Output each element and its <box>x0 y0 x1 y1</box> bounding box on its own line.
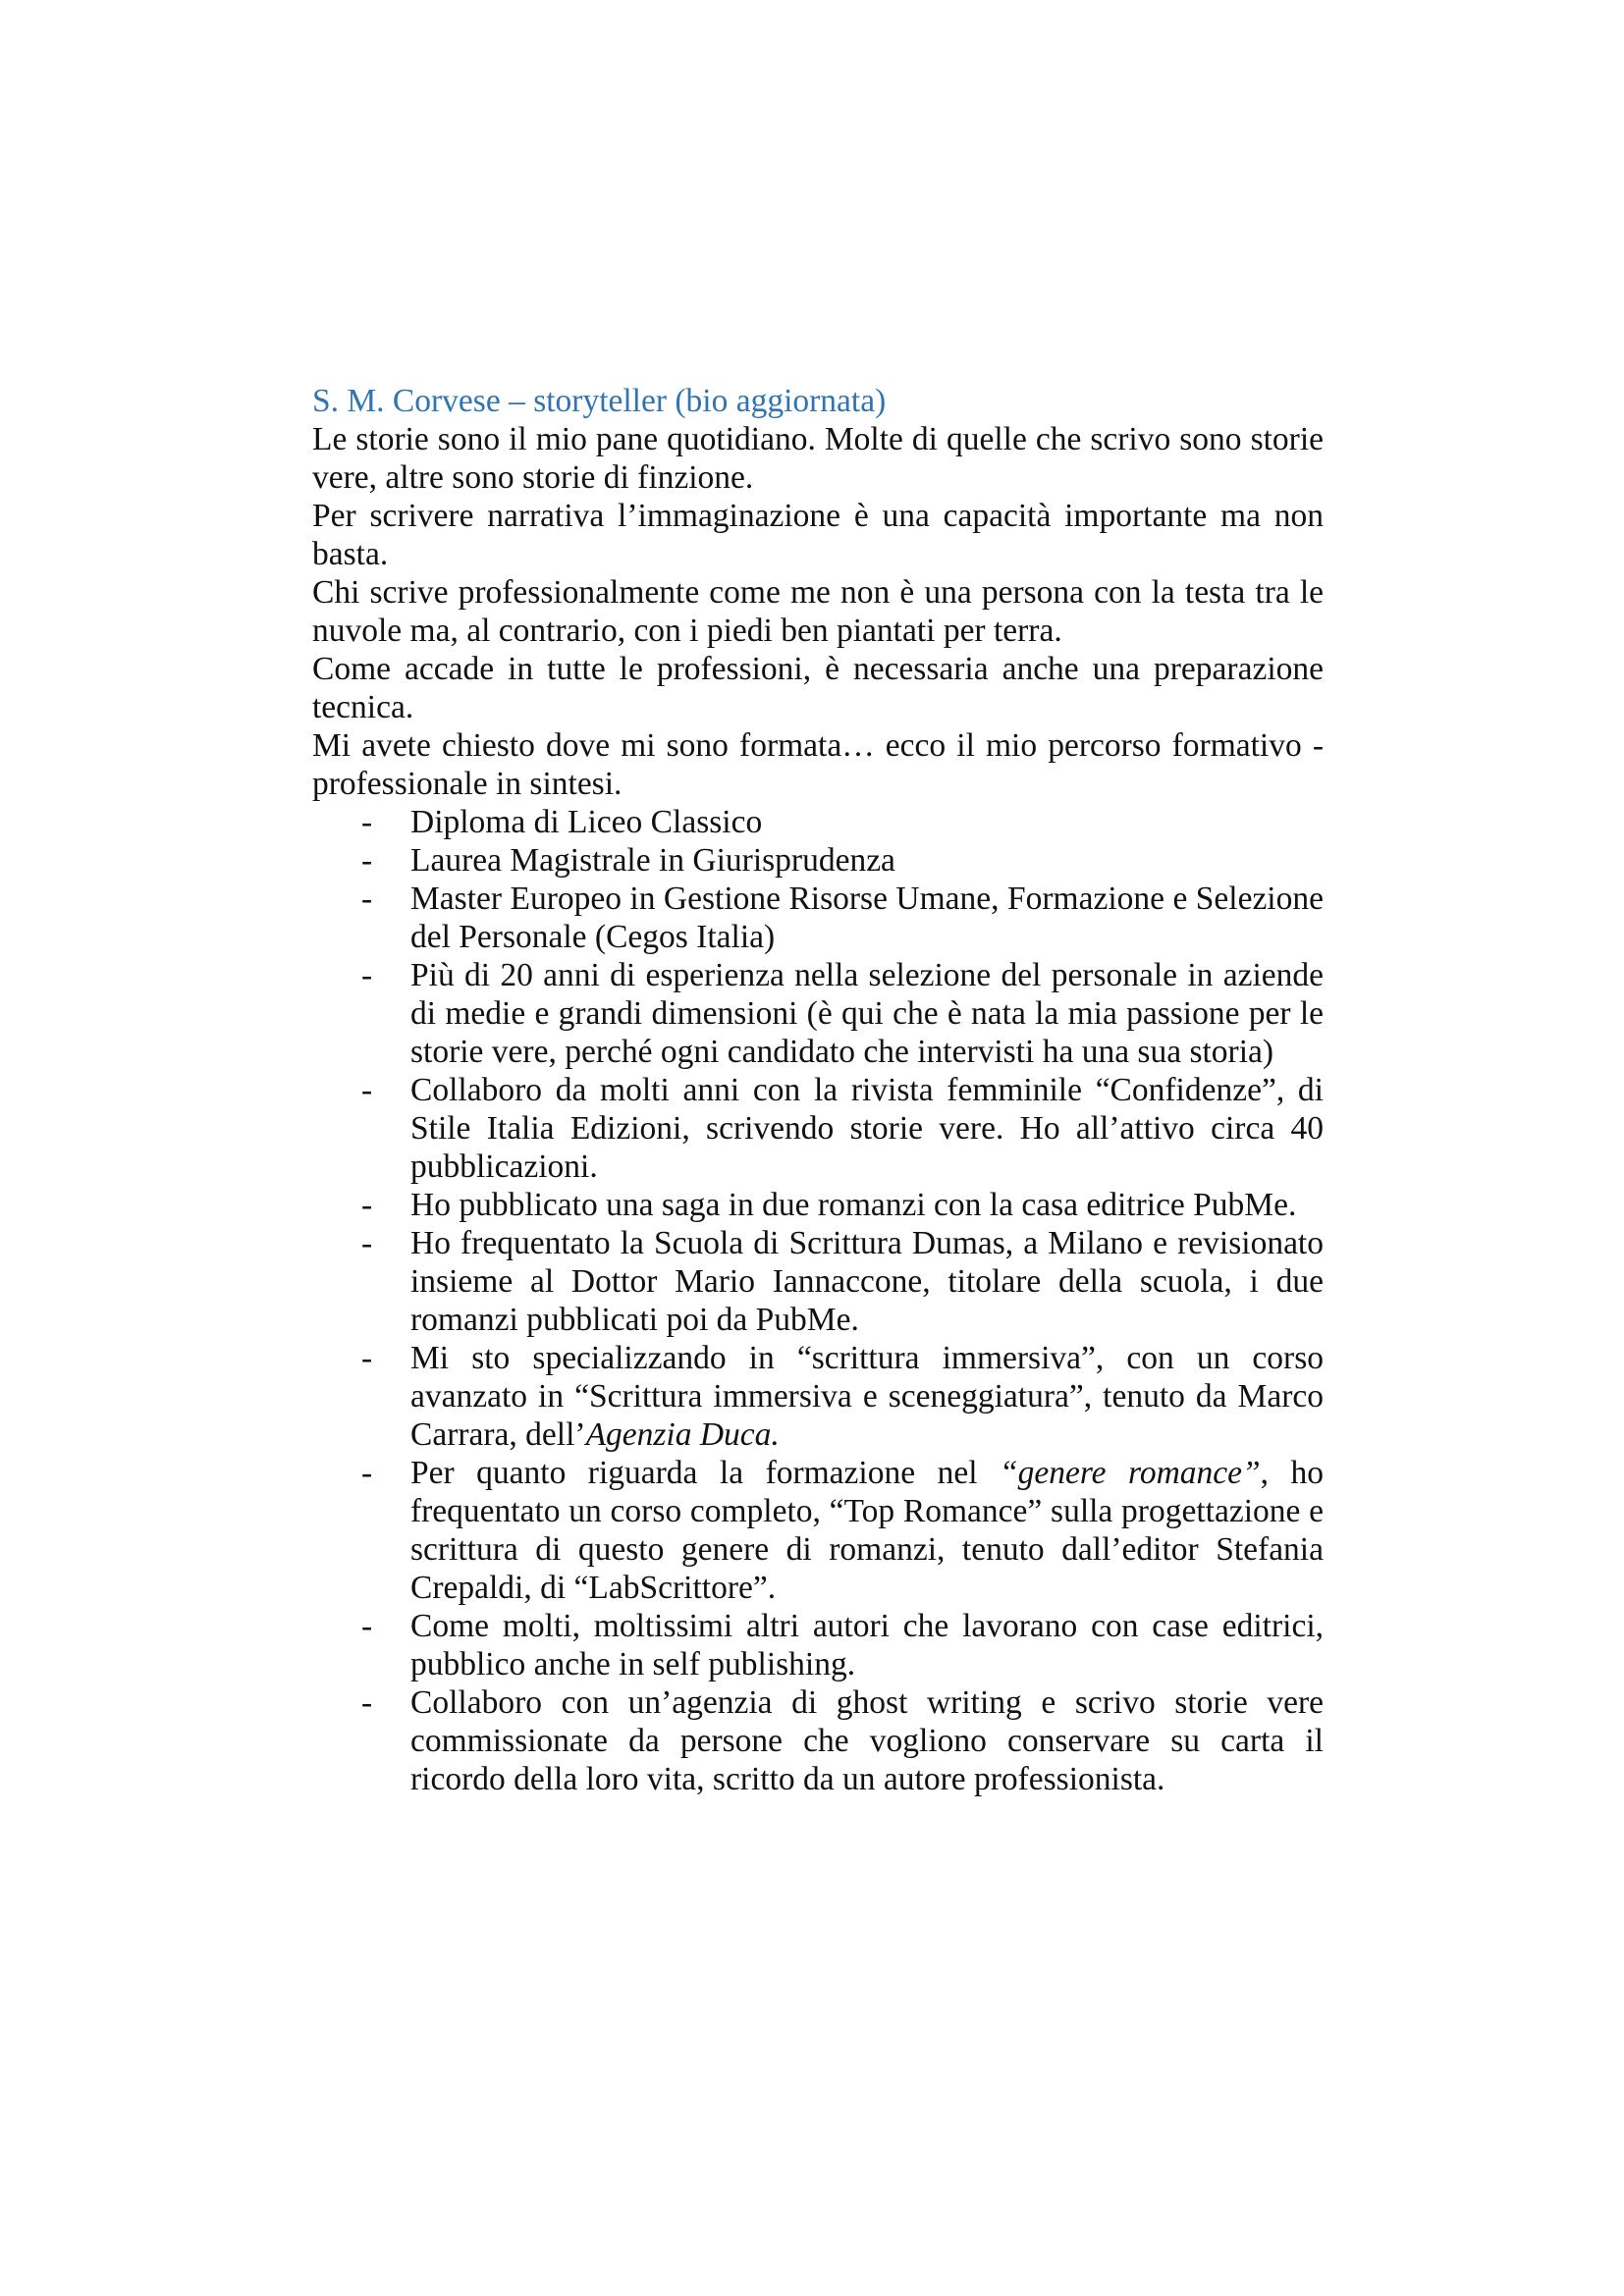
list-item-text: Per quanto riguarda la formazione nel <box>410 1455 1001 1491</box>
list-item-text: Master Europeo in Gestione Risorse Umane, Formazione e Selezione del Personale (Cegos Italia) <box>410 881 1324 955</box>
list-item-text: Come molti, moltissimi altri autori che lavorano con case editrici, pubblico anche in self publishing. <box>410 1608 1324 1682</box>
list-item <box>312 956 1324 1071</box>
list-item <box>312 1339 1324 1454</box>
training-list <box>312 803 1324 1798</box>
bullet-dash: - <box>361 957 373 993</box>
list-item-text: Laurea Magistrale in Giurisprudenza <box>410 842 895 879</box>
list-item <box>312 880 1324 956</box>
bullet-dash: - <box>361 1072 373 1108</box>
bullet-dash: - <box>361 1225 373 1261</box>
paragraph-imagination: Per scrivere narrativa l’immaginazione è una capacità importante ma non basta. <box>312 498 1324 572</box>
bullet-dash: - <box>361 842 373 879</box>
list-item <box>312 1454 1324 1607</box>
list-item-text: Collaboro da molti anni con la rivista femminile “Confidenze”, di Stile Italia Edizioni, scrivendo storie vere. Ho all’attivo circa 40 pubblicazioni. <box>410 1072 1324 1185</box>
genre-italic: “genere romance” <box>1000 1455 1261 1491</box>
bullet-dash: - <box>361 881 373 917</box>
list-item-text: Più di 20 anni di esperienza nella selezione del personale in aziende di medie e grandi dimensioni (è qui che è nata la mia passione per le storie vere, perché ogni candidato che intervisti ha una sua storia) <box>410 957 1324 1070</box>
list-item-text: Collaboro con un’agenzia di ghost writing e scrivo storie vere commissionate da persone che vogliono conservare su carta il ricordo della loro vita, scritto da un autore professionista. <box>410 1684 1324 1797</box>
list-item-text: Diploma di Liceo Classico <box>410 804 763 840</box>
list-item <box>312 1186 1324 1224</box>
bullet-dash: - <box>361 1340 373 1376</box>
list-item-text: Ho pubblicato una saga in due romanzi con la casa editrice PubMe. <box>410 1187 1297 1223</box>
paragraph-training-intro: Mi avete chiesto dove mi sono formata… ecco il mio percorso formativo - professionale in sintesi. <box>312 727 1324 802</box>
bullet-dash: - <box>361 1455 373 1491</box>
document-body <box>312 382 1324 1798</box>
list-item <box>312 1683 1324 1798</box>
bullet-dash: - <box>361 804 373 840</box>
list-item-text: Ho frequentato la Scuola di Scrittura Dumas, a Milano e revisionato insieme al Dottor Mario Iannaccone, titolare della scuola, i due romanzi pubblicati poi da PubMe. <box>410 1225 1324 1338</box>
list-item-text: , ho frequentato un corso completo, “Top Romance” sulla progettazione e scrittura di questo genere di romanzi, tenuto dall’editor Stefania Crepaldi, di “LabScrittore”. <box>410 1455 1325 1606</box>
list-item <box>312 1224 1324 1339</box>
list-item-text: Mi sto specializzando in “scrittura immersiva”, con un corso avanzato in “Scrittura immersiva e sceneggiatura”, tenuto da Marco Carrara, dell’ <box>410 1340 1324 1453</box>
agency-name-italic: Agenzia Duca. <box>585 1416 780 1453</box>
bullet-dash: - <box>361 1608 373 1644</box>
paragraph-professional: Chi scrive professionalmente come me non è una persona con la testa tra le nuvole ma, al contrario, con i piedi ben piantati per terra. <box>312 574 1324 649</box>
list-item <box>312 803 1324 841</box>
bullet-dash: - <box>361 1684 373 1721</box>
list-item <box>312 1071 1324 1186</box>
document-title: S. M. Corvese – storyteller (bio aggiornata) <box>312 383 887 419</box>
bullet-dash: - <box>361 1187 373 1223</box>
paragraph-technical: Come accade in tutte le professioni, è necessaria anche una preparazione tecnica. <box>312 651 1324 725</box>
paragraph-intro: Le storie sono il mio pane quotidiano. Molte di quelle che scrivo sono storie vere, altre sono storie di finzione. <box>312 421 1324 496</box>
list-item <box>312 841 1324 880</box>
list-item <box>312 1607 1324 1683</box>
